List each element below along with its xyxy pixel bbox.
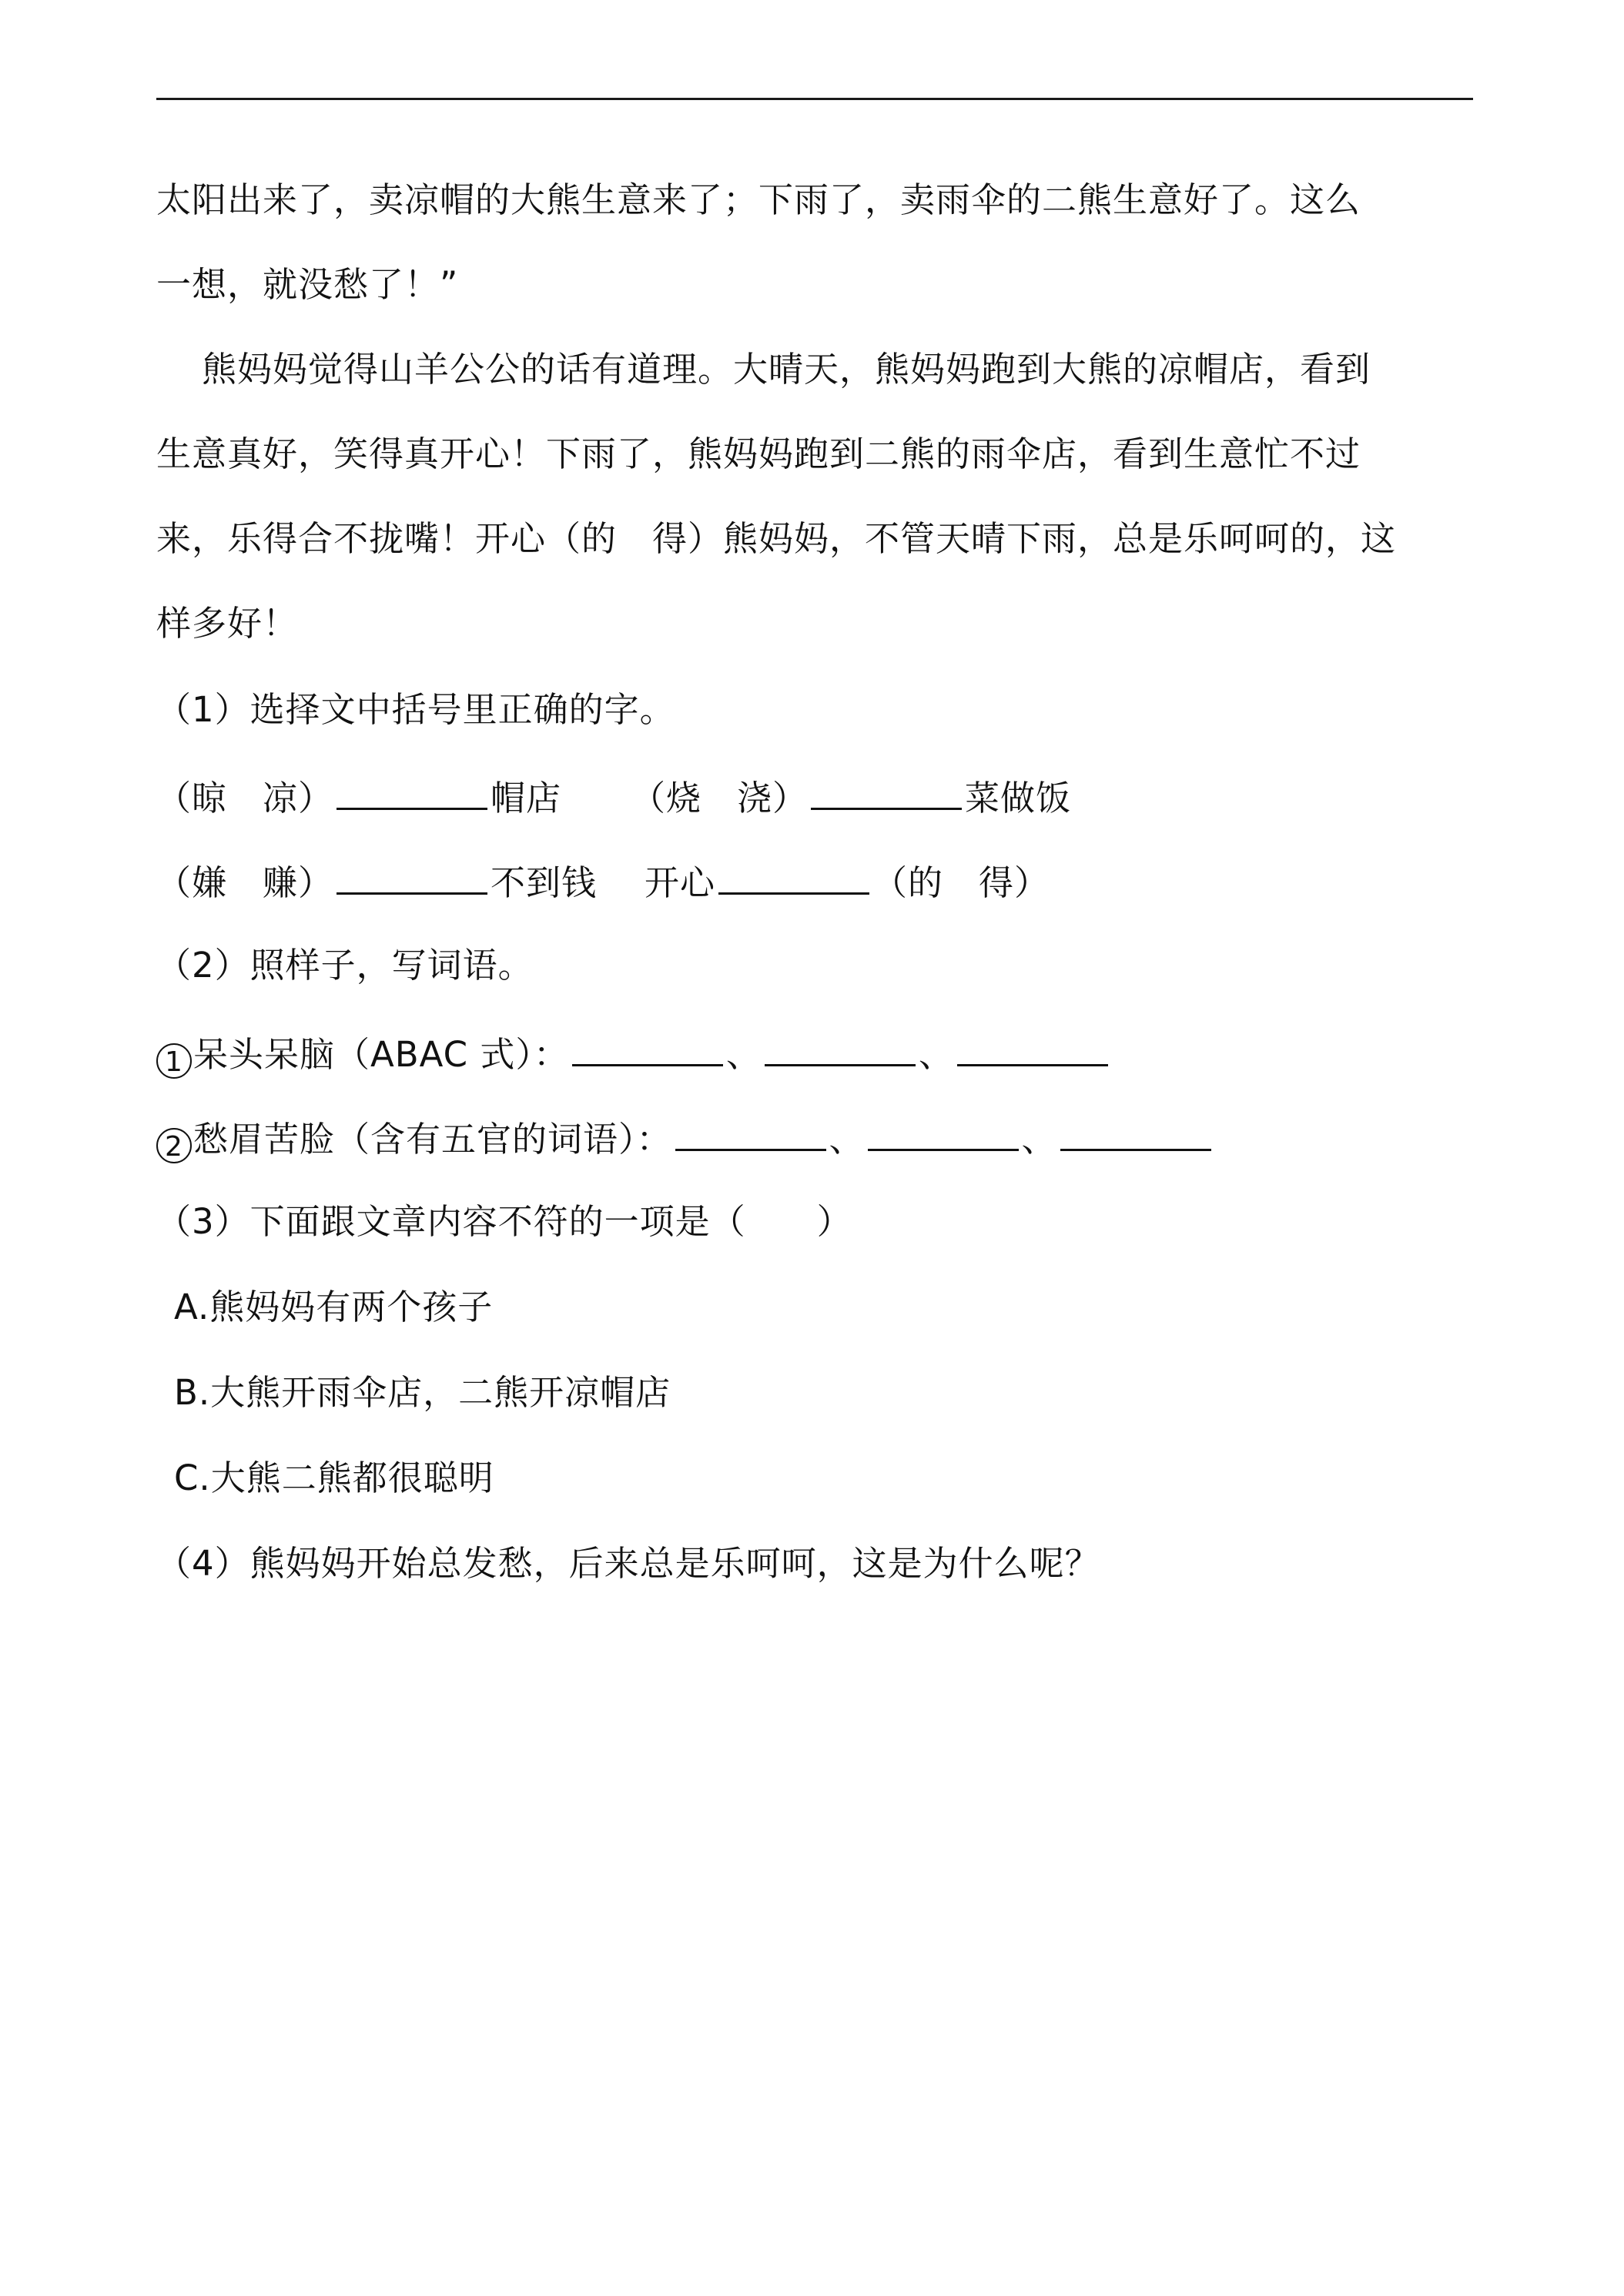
question-2-item-1: [156, 1030, 1111, 1079]
answer-blank[interactable]: [868, 1115, 1019, 1151]
answer-blank[interactable]: [572, 1030, 723, 1066]
choice-options: （烧 浇）: [631, 778, 809, 818]
paragraph-line: 熊妈妈觉得山羊公公的话有道理。大晴天，熊妈妈跑到大熊的凉帽店，看到: [202, 349, 1371, 390]
question-2-item-2: [156, 1115, 1214, 1163]
circled-number: 2: [156, 1128, 192, 1163]
paragraph-line: 太阳出来了，卖凉帽的大熊生意来了；下雨了，卖雨伞的二熊生意好了。这么: [156, 179, 1361, 220]
paragraph-line: 一想，就没愁了！”: [156, 264, 459, 305]
question-1-row-2: [156, 858, 1050, 905]
answer-blank[interactable]: [675, 1115, 826, 1151]
paragraph-line: 样多好！: [156, 603, 299, 644]
separator: 、: [918, 1034, 954, 1075]
choice-options: （嫌 赚）: [156, 862, 334, 903]
answer-blank[interactable]: [811, 774, 962, 810]
option-b[interactable]: B.大熊开雨伞店，二熊开凉帽店: [174, 1372, 671, 1413]
answer-blank[interactable]: [957, 1030, 1108, 1066]
choice-suffix: 帽店: [491, 778, 562, 818]
option-a[interactable]: A.熊妈妈有两个孩子: [174, 1287, 494, 1327]
choice-options: （晾 凉）: [156, 778, 334, 818]
answer-blank[interactable]: [1060, 1115, 1211, 1151]
choice-suffix: 不到钱: [491, 862, 598, 903]
circled-number: 1: [156, 1043, 192, 1079]
question-3-title: （3）下面跟文章内容不符的一项是（ ）: [156, 1201, 852, 1242]
choice-options: （的 得）: [872, 862, 1050, 903]
choice-prefix: 开心: [645, 862, 716, 903]
question-1-title: （1）选择文中括号里正确的字。: [156, 689, 675, 730]
separator: 、: [1021, 1119, 1057, 1160]
answer-blank[interactable]: [337, 774, 487, 810]
choice-suffix: 菜做饭: [965, 778, 1072, 818]
item-prompt: 愁眉苦脸（含有五官的词语）：: [193, 1119, 672, 1160]
paragraph-line: 生意真好，笑得真开心！下雨了，熊妈妈跑到二熊的雨伞店，看到生意忙不过: [156, 433, 1361, 474]
separator: 、: [829, 1119, 865, 1160]
answer-blank[interactable]: [765, 1030, 916, 1066]
question-2-title: （2）照样子，写词语。: [156, 945, 534, 986]
question-4-title: （4）熊妈妈开始总发愁，后来总是乐呵呵，这是为什么呢？: [156, 1543, 1100, 1584]
answer-blank[interactable]: [718, 858, 869, 895]
answer-blank[interactable]: [337, 858, 487, 895]
header-rule: [156, 98, 1473, 100]
separator: 、: [725, 1034, 762, 1075]
item-prompt: 呆头呆脑（ABAC 式）：: [193, 1034, 569, 1075]
paragraph-line: 来，乐得合不拢嘴！开心（的 得）熊妈妈，不管天晴下雨，总是乐呵呵的，这: [156, 518, 1397, 559]
question-1-row-1: [156, 774, 1071, 820]
option-c[interactable]: C.大熊二熊都很聪明: [174, 1458, 494, 1498]
